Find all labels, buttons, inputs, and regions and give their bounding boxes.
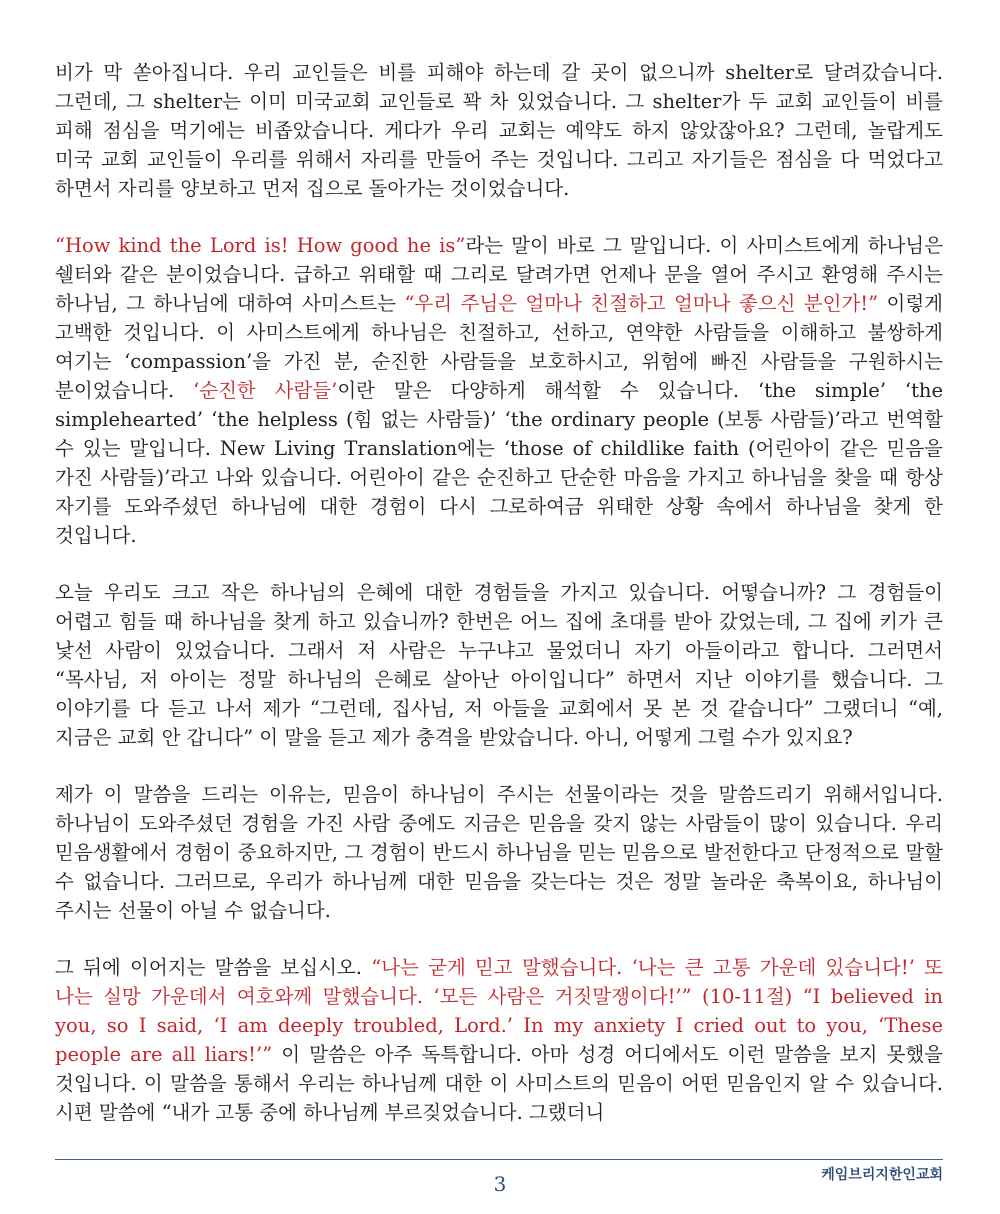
body-text: 이란 말은 다양하게 해석할 수 있습니다. ‘the simple’ ‘the simplehearted’ ‘the helpless (힘 없는 사람들)’ ‘the ordinary people (보통 사람들)’라고 번역할 수 있는 말입니다. New Living Translation에는 ‘those of childlike faith (어린아이 같은 믿음을 가진 사람들)’라고 나와 있습니다. 어린아이 같은 순진하고 단순한 마음을 가지고 하나님을 찾을 때 항상 자기를 도와주셨던 하나님에 대한 경험이 다시 그로하여금 위태한 상황 속에서 하나님을 찾게 한 것입니다. <box>55 379 944 547</box>
body-text: 이 말씀은 아주 독특합니다. 아마 성경 어디에서도 이런 말씀을 보지 못했을 것입니다. 이 말씀을 통해서 우리는 하나님께 대한 이 사미스트의 믿음이 어떤 믿음인지 알 수 있습니다. 시편 말씀에 “내가 고통 중에 하나님께 부르짖었습니다. 그랬더니 <box>55 1043 943 1124</box>
highlighted-quote: ‘순진한 사람들’ <box>193 379 338 402</box>
document-body <box>55 58 943 1155</box>
highlighted-quote: “How kind the Lord is! How good he is” <box>55 234 466 257</box>
paragraph-experience-of-grace <box>55 578 943 752</box>
body-text: 비가 막 쏟아집니다. 우리 교인들은 비를 피해야 하는데 갈 곳이 없으니까 shelter로 달려갔습니다. 그런데, 그 shelter는 이미 미국교회 교인들로 꽉 차 있었습니다. 그 shelter가 두 교회 교인들이 비를 피해 점심을 먹기에는 비좁았습니다. 게다가 우리 교회는 예약도 하지 않았잖아요? 그런데, 놀랍게도 미국 교회 교인들이 우리를 위해서 자리를 만들어 주는 것입니다. 그리고 자기들은 점심을 다 먹었다고 하면서 자리를 양보하고 먼저 집으로 돌아가는 것이었습니다. <box>55 61 943 200</box>
body-text: 라는 말이 바로 그 말입니다. 이 사미스트에게 하나님은 쉘터와 같은 분이었습니다. 급하고 위태할 때 그리로 달려가면 언제나 문을 열어 주시고 환영해 주시는 하나님, 그 하나님에 대하여 사미스트는 <box>55 234 943 315</box>
highlighted-quote: “우리 주님은 얼마나 친절하고 얼마나 좋으신 분인가!” <box>404 292 879 315</box>
body-text: 오늘 우리도 크고 작은 하나님의 은혜에 대한 경험들을 가지고 있습니다. 어떻습니까? 그 경험들이 어렵고 힘들 때 하나님을 찾게 하고 있습니까? 한번은 어느 집에 초대를 받아 갔었는데, 그 집에 키가 큰 낯선 사람이 있었습니다. 그래서 저 사람은 누구냐고 물었더니 자기 아들이라고 합니다. 그러면서 “목사님, 저 아이는 정말 하나님의 은혜로 살아난 아이입니다” 하면서 지난 이야기를 했습니다. 그 이야기를 다 듣고 나서 제가 “그런데, 집사님, 저 아들을 교회에서 못 본 것 같습니다” 그랬더니 “예, 지금은 교회 안 갑니다” 이 말을 듣고 제가 충격을 받았습니다. 아니, 어떻게 그럴 수가 있지요? <box>55 581 943 749</box>
body-text: 제가 이 말씀을 드리는 이유는, 믿음이 하나님이 주시는 선물이라는 것을 말씀드리기 위해서입니다. 하나님이 도와주셨던 경험을 가진 사람 중에도 지금은 믿음을 갖지 않는 사람들이 많이 있습니다. 우리 믿음생활에서 경험이 중요하지만, 그 경험이 반드시 하나님을 믿는 믿음으로 발전한다고 단정적으로 말할 수 없습니다. 그러므로, 우리가 하나님께 대한 믿음을 갖는다는 것은 정말 놀라운 축복이요, 하나님이 주시는 선물이 아닐 수 없습니다. <box>55 783 943 922</box>
page-number: 3 <box>493 1172 507 1196</box>
highlighted-quote: “나는 굳게 믿고 말했습니다. ‘나는 큰 고통 가운데 있습니다!’ 또 나는 실망 가운데서 여호와께 말했습니다. ‘모든 사람은 거짓말쟁이다!’” (10-11절) “I believed in you, so I said, ‘I am deeply troubled, Lord.’ In my anxiety I cried out to you, ‘These people are all liars!’” <box>55 956 943 1066</box>
body-text: 이렇게 고백한 것입니다. 이 사미스트에게 하나님은 친절하고, 선하고, 연약한 사람들을 이해하고 불쌍하게 여기는 ‘compassion’을 가진 분, 순진한 사람들을 보호하시고, 위험에 빠진 사람들을 구원하시는 분이었습니다. <box>55 292 943 402</box>
body-text: 그 뒤에 이어지는 말씀을 보십시오. <box>55 956 372 979</box>
paragraph-faith-is-gift <box>55 780 943 925</box>
church-name: 케임브리지한인교회 <box>821 1167 943 1183</box>
paragraph-shelter-story <box>55 58 943 203</box>
paragraph-following-verses <box>55 953 943 1127</box>
footer-divider <box>55 1159 943 1160</box>
paragraph-how-kind-the-lord <box>55 231 943 550</box>
